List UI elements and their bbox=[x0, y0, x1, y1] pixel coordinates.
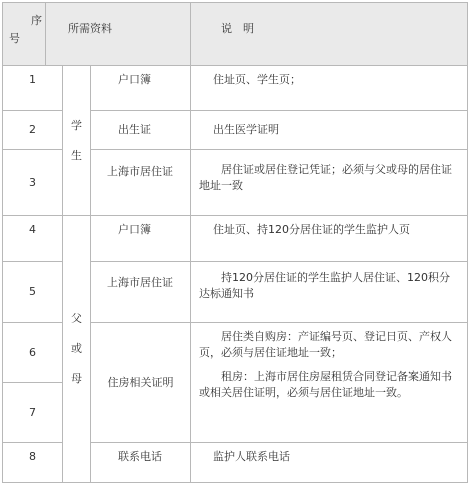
row-4-desc bbox=[190, 215, 468, 262]
group-student-char: 生 bbox=[71, 148, 82, 162]
group-parent-char: 父 bbox=[71, 312, 82, 325]
row-desc: 出生医学证明 bbox=[213, 123, 279, 136]
row-2-no bbox=[2, 110, 63, 150]
row-no: 3 bbox=[29, 175, 36, 189]
row-8-no bbox=[2, 442, 63, 483]
row-item: 户口簿 bbox=[118, 223, 151, 236]
housing-item bbox=[90, 322, 191, 443]
row-3-item bbox=[90, 149, 191, 216]
row-3-desc bbox=[190, 149, 468, 216]
row-desc: 住址页、持120分居住证的学生监护人页 bbox=[213, 223, 410, 236]
housing-desc bbox=[190, 322, 468, 443]
row-4-item bbox=[90, 215, 191, 262]
row-no: 8 bbox=[29, 450, 36, 463]
header-seq-char2: 号 bbox=[9, 32, 20, 45]
row-1-item bbox=[90, 65, 191, 111]
row-8-item bbox=[90, 442, 191, 483]
row-3-no bbox=[2, 149, 63, 216]
housing-rent-desc: 租房：上海市居住房屋租赁合同登记备案通知书或相关居住证明，必须与居住证地址一致。 bbox=[199, 370, 452, 399]
group-student bbox=[62, 65, 91, 216]
row-no: 5 bbox=[29, 285, 36, 298]
row-no: 7 bbox=[29, 405, 36, 419]
row-item: 出生证 bbox=[118, 123, 151, 136]
requirements-table bbox=[2, 2, 468, 483]
row-desc: 持120分居住证的学生监护人居住证、120积分达标通知书 bbox=[199, 271, 450, 300]
row-8-desc bbox=[190, 442, 468, 483]
row-6-no bbox=[2, 322, 63, 383]
row-4-no bbox=[2, 215, 63, 262]
row-5-no bbox=[2, 261, 63, 323]
row-2-item bbox=[90, 110, 191, 150]
housing-item-label: 住房相关证明 bbox=[107, 375, 174, 389]
row-no: 6 bbox=[29, 345, 36, 359]
row-2-desc bbox=[190, 110, 468, 150]
row-1-desc bbox=[190, 65, 468, 111]
header-seq-char1: 序 bbox=[31, 14, 42, 27]
row-item: 上海市居住证 bbox=[107, 276, 173, 289]
row-no: 2 bbox=[29, 123, 36, 136]
row-7-no bbox=[2, 382, 63, 443]
housing-own-desc: 居住类自购房：产证编号页、登记日页、产权人页，必须与居住证地址一致； bbox=[199, 330, 452, 359]
group-parent-char: 或 bbox=[71, 342, 82, 355]
row-1-no bbox=[2, 65, 63, 111]
row-no: 1 bbox=[29, 73, 36, 86]
row-desc: 居住证或居住登记凭证；必须与父或母的居住证地址一致 bbox=[199, 163, 452, 192]
group-parent-char: 母 bbox=[71, 372, 82, 385]
header-description-label: 说 明 bbox=[221, 22, 254, 35]
header-description bbox=[190, 2, 468, 66]
row-item: 户口簿 bbox=[118, 73, 151, 86]
header-seq bbox=[2, 2, 46, 66]
group-parent bbox=[62, 215, 91, 483]
group-student-char: 学 bbox=[71, 118, 82, 132]
row-item: 上海市居住证 bbox=[107, 165, 173, 178]
row-no: 4 bbox=[29, 223, 36, 236]
row-5-desc bbox=[190, 261, 468, 323]
row-5-item bbox=[90, 261, 191, 323]
row-desc: 监护人联系电话 bbox=[213, 450, 290, 463]
row-desc: 住址页、学生页； bbox=[213, 73, 301, 86]
row-item: 联系电话 bbox=[118, 450, 162, 463]
header-materials-label: 所需资料 bbox=[68, 22, 112, 35]
header-materials bbox=[45, 2, 191, 66]
